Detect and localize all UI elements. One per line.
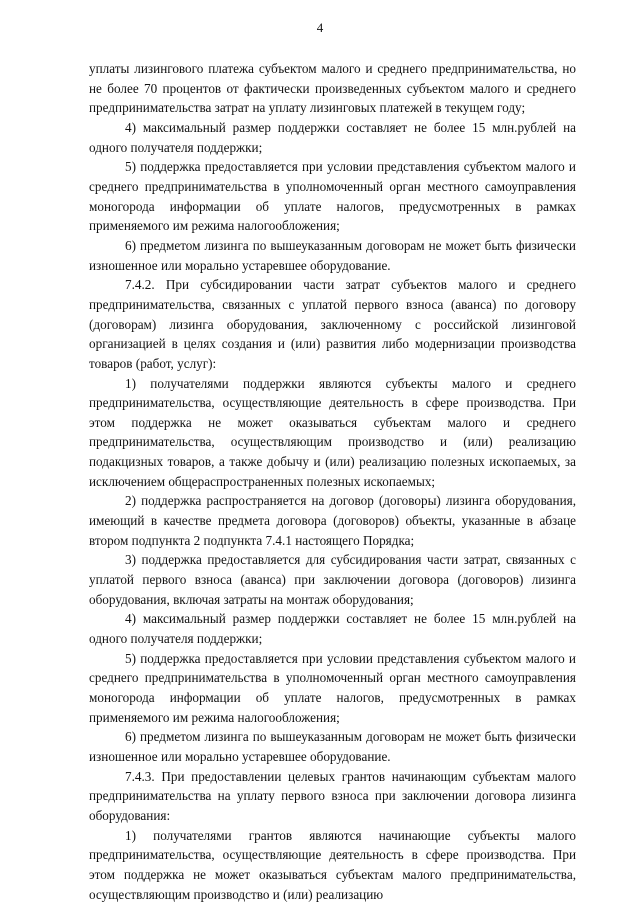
paragraph: 2) поддержка распространяется на договор (договоры) лизинга оборудования, имеющий в качестве предмета договора (договоров) объекты, указанные в абзаце втором подпункта 2 подпункта 7.4.1 настоящего Порядка; xyxy=(89,493,576,548)
paragraph: 1) получателями грантов являются начинающие субъекты малого предпринимательства, осуществляющие деятельность в сфере производства. При этом поддержка не может оказываться субъектам малого предпринимательства, осуществляющим производство и (или) реализацию xyxy=(89,827,576,902)
paragraph: 7.4.2. При субсидировании части затрат субъектов малого и среднего предпринимательства, связанных с уплатой первого взноса (аванса) по договору (договорам) лизинга оборудования, заключенному с российской лизинговой организацией в целях создания и (или) развития либо модернизации производства товаров (работ, услуг): xyxy=(89,277,576,371)
paragraph: 1) получателями поддержки являются субъекты малого и среднего предпринимательства, осуществляющие деятельность в сфере производства. При этом поддержка не может оказываться субъектам малого и среднего предпринимательства, осуществляющим производство и (или) реализацию подакцизных товаров, а также добычу и (или) реализацию полезных ископаемых, за исключением общераспространенных полезных ископаемых; xyxy=(89,375,576,489)
paragraph: 7.4.3. При предоставлении целевых грантов начинающим субъектам малого предпринимательства на уплату первого взноса при заключении договора лизинга оборудования: xyxy=(89,768,576,823)
paragraph: 6) предметом лизинга по вышеуказанным договорам не может быть физически изношенное или морально устаревшее оборудование. xyxy=(89,729,576,764)
paragraph: 4) максимальный размер поддержки составляет не более 15 млн.рублей на одного получателя поддержки; xyxy=(89,119,576,155)
paragraph: 5) поддержка предоставляется при условии представления субъектом малого и среднего предпринимательства в уполномоченный орган местного самоуправления моногорода информации об уплате налогов, предусмотренных в рамках применяемого им режима налогообложения; xyxy=(89,159,576,234)
paragraph: 5) поддержка предоставляется при условии представления субъектом малого и среднего предпринимательства в уполномоченный орган местного самоуправления моногорода информации об уплате налогов, предусмотренных в рамках применяемого им режима налогообложения; xyxy=(89,650,576,725)
paragraph: 6) предметом лизинга по вышеуказанным договорам не может быть физически изношенное или морально устаревшее оборудование. xyxy=(89,237,576,273)
document-body xyxy=(89,59,576,904)
page-number: 4 xyxy=(316,20,324,35)
paragraph: 4) максимальный размер поддержки составляет не более 15 млн.рублей на одного получателя поддержки; xyxy=(89,611,576,647)
paragraph: уплаты лизингового платежа субъектом малого и среднего предпринимательства, но не более 70 процентов от фактически произведенных субъектом малого и среднего предпринимательства затрат на уплату лизинговых платежей в текущем году; xyxy=(89,61,576,116)
paragraph: 3) поддержка предоставляется для субсидирования части затрат, связанных с уплатой первого взноса (аванса) при заключении договора (договоров) лизинга оборудования, включая затраты на монтаж оборудования; xyxy=(89,552,576,607)
